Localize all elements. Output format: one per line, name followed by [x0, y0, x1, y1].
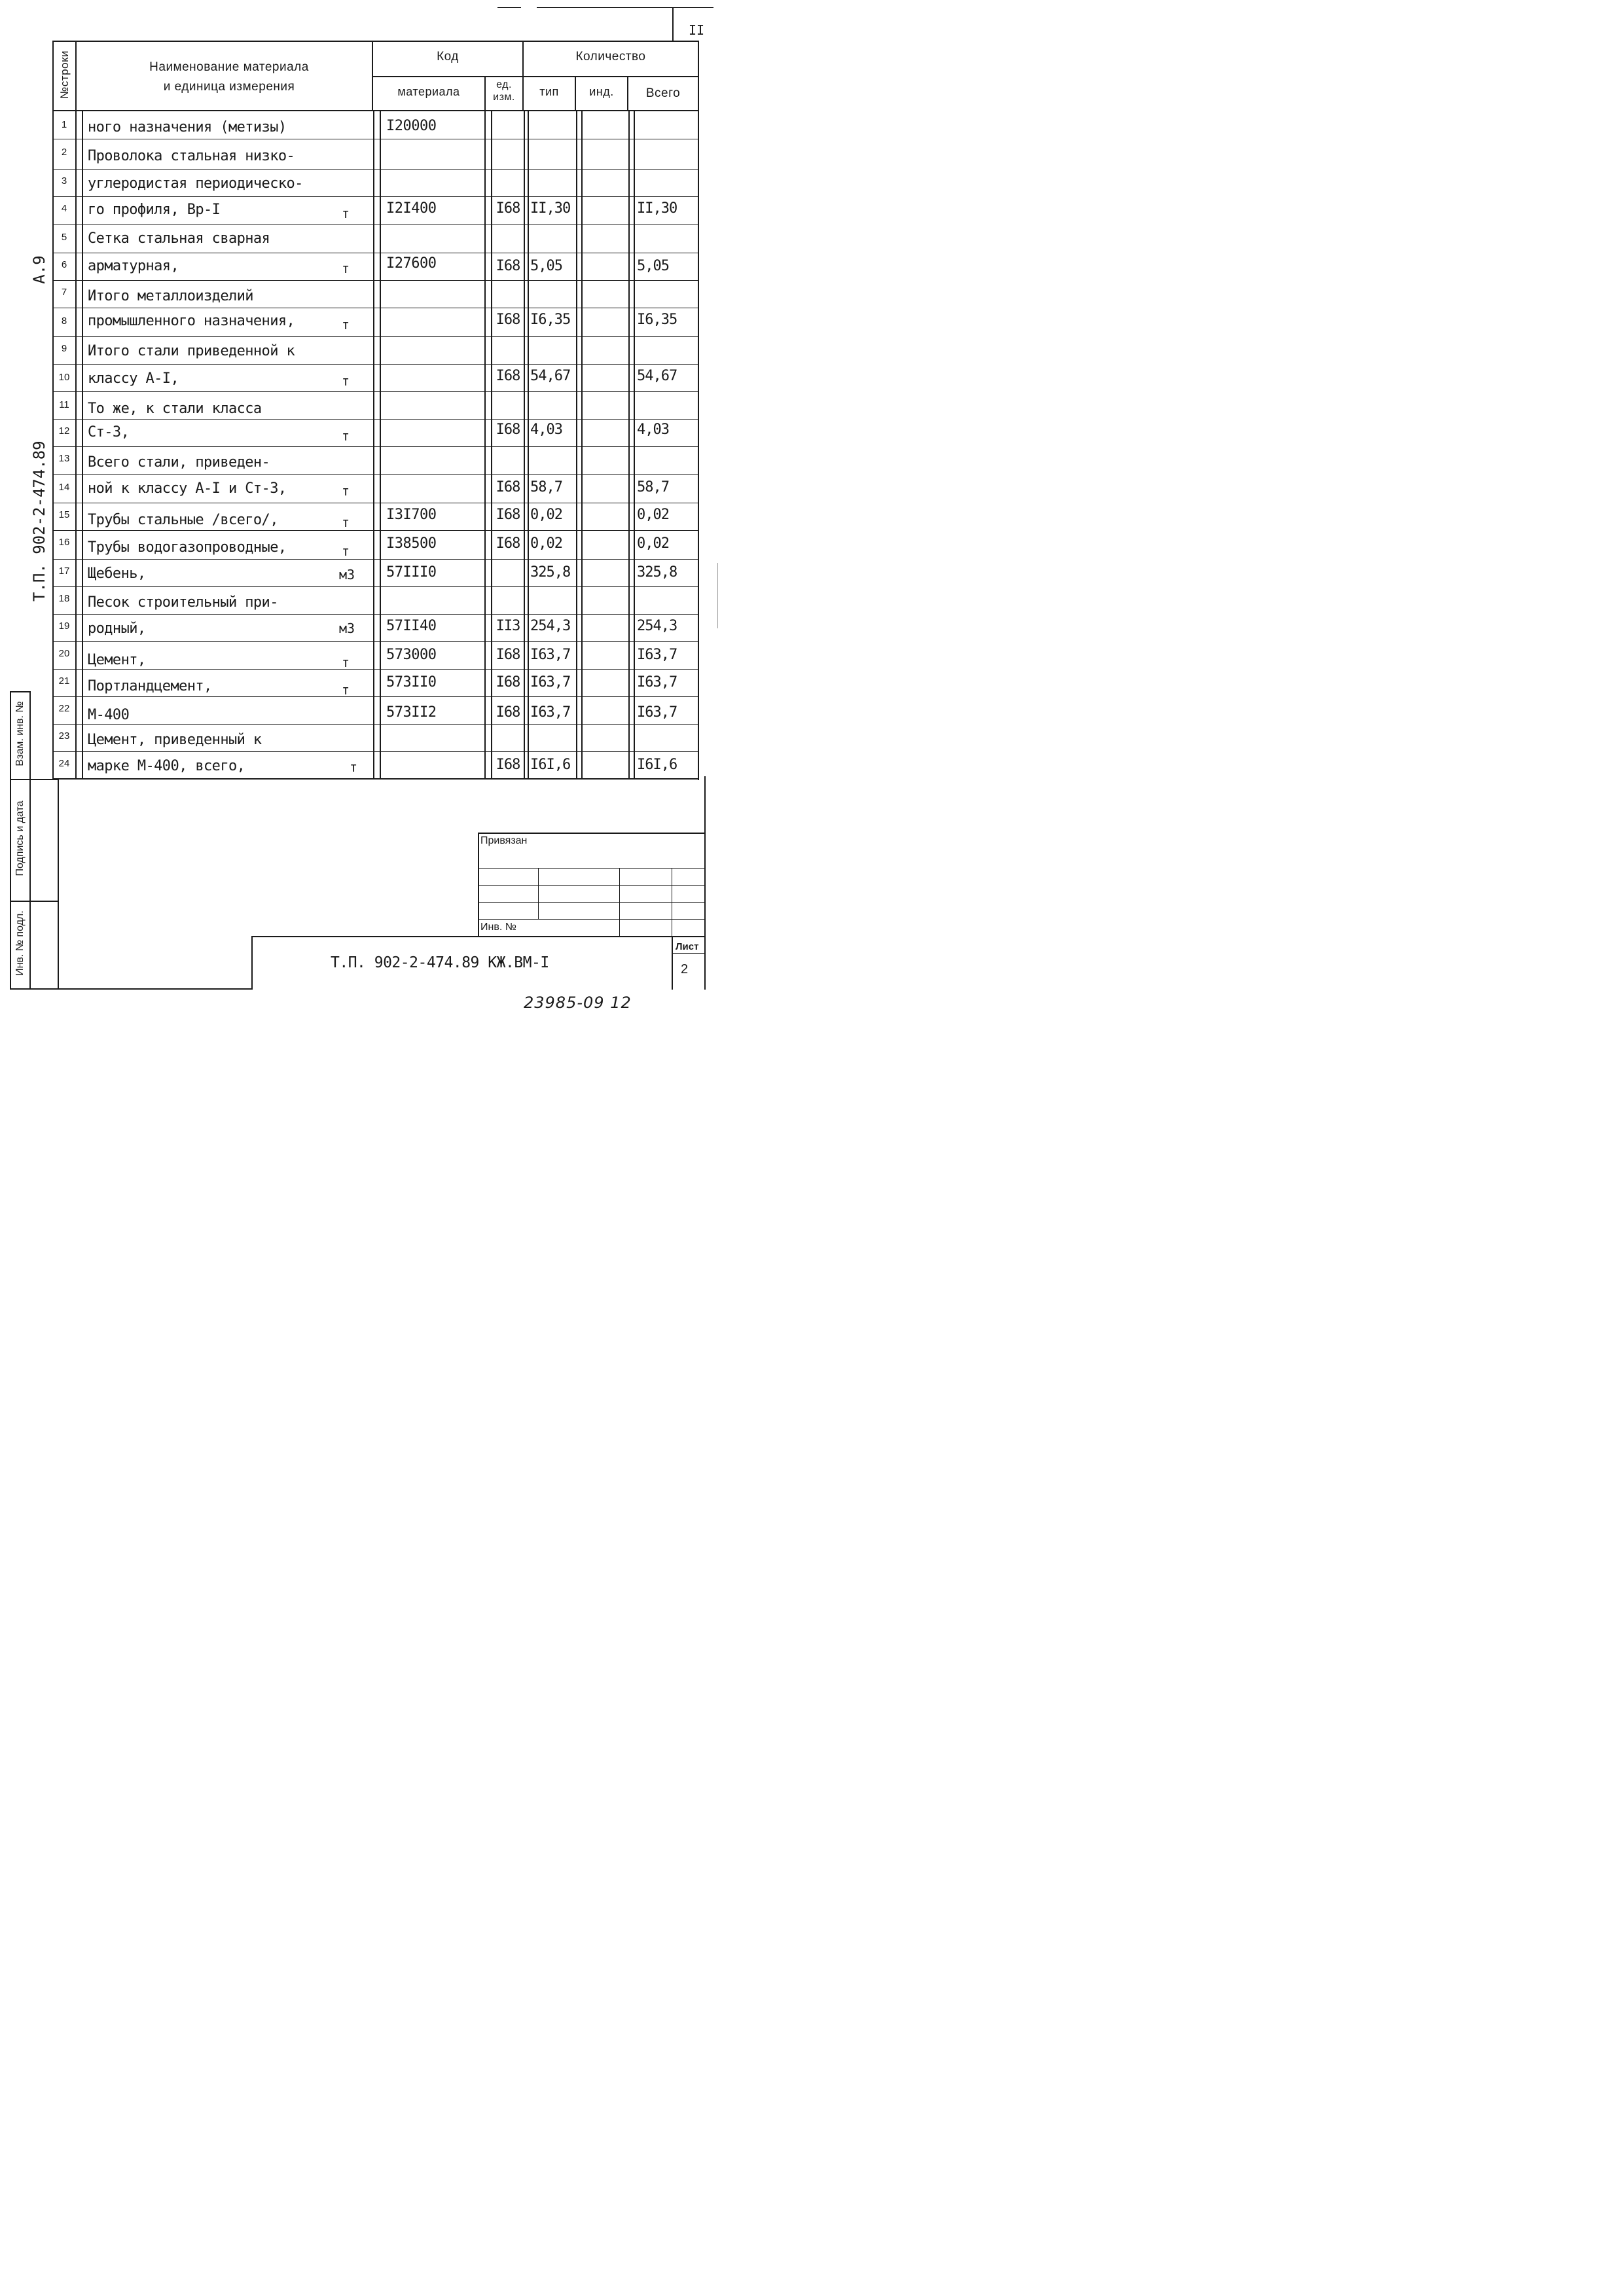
- row-code: 573II2: [386, 704, 437, 721]
- stamp-sheet-number: 2: [681, 962, 689, 977]
- row-total-qty: 5,05: [637, 258, 669, 274]
- row-number: 9: [61, 343, 67, 354]
- row-number: 8: [61, 315, 67, 327]
- row-code: I20000: [386, 118, 437, 134]
- row-number: 11: [59, 399, 69, 410]
- row-name: го профиля, Вр-I: [88, 202, 221, 218]
- side-label-replaced-inv: Взам. инв. №: [14, 701, 26, 766]
- row-name: углеродистая периодическо-: [88, 175, 303, 192]
- row-unit: м3: [339, 620, 355, 636]
- row-number: 16: [58, 537, 70, 548]
- row-total-qty: 58,7: [637, 479, 669, 495]
- row-unit-code: I68: [496, 535, 520, 552]
- row-code: 57III0: [386, 564, 437, 581]
- row-type-qty: I63,7: [530, 704, 571, 721]
- row-name: ного назначения (метизы): [88, 119, 287, 135]
- margin-section-label: А.9: [30, 255, 48, 284]
- row-unit-code: I68: [496, 312, 520, 328]
- row-number: 17: [58, 565, 70, 577]
- row-type-qty: 325,8: [530, 564, 571, 581]
- corner-box-left: [672, 7, 674, 42]
- row-unit-code: I68: [496, 368, 520, 384]
- row-name: То же, к стали класса: [88, 401, 262, 417]
- row-unit-code: I68: [496, 704, 520, 721]
- row-number: 3: [61, 175, 67, 187]
- row-number: 18: [58, 593, 70, 604]
- row-unit-code: I68: [496, 757, 520, 773]
- row-unit: т: [342, 428, 350, 444]
- row-name: Песок строительный при-: [88, 594, 278, 611]
- row-unit-code: I68: [496, 674, 520, 691]
- stamp-bound-label: Привязан: [480, 835, 528, 846]
- row-total-qty: II,30: [637, 200, 677, 217]
- row-unit: т: [342, 206, 350, 221]
- side-label-original-inv: Инв. № подл.: [14, 910, 26, 976]
- row-number: 13: [58, 453, 70, 464]
- sheet-corner-number: II: [689, 22, 705, 38]
- row-unit: т: [342, 682, 350, 698]
- header-quantity: Количество: [575, 50, 646, 63]
- row-name: Сетка стальная сварная: [88, 230, 270, 247]
- row-type-qty: II,30: [530, 200, 571, 217]
- row-number: 12: [58, 425, 70, 437]
- row-name: марке М-400, всего,: [88, 758, 245, 774]
- row-number: 7: [61, 287, 67, 298]
- row-unit: т: [342, 514, 350, 530]
- row-total-qty: I63,7: [637, 674, 677, 691]
- row-type-qty: 58,7: [530, 479, 562, 495]
- row-name: классу А-I,: [88, 370, 179, 387]
- row-total-qty: I63,7: [637, 704, 677, 721]
- row-name: М-400: [88, 707, 130, 723]
- row-number: 22: [58, 703, 70, 714]
- row-type-qty: I63,7: [530, 674, 571, 691]
- row-type-qty: 54,67: [530, 368, 571, 384]
- header-unit: ед. изм.: [493, 79, 515, 103]
- row-number: 14: [58, 482, 70, 493]
- scan-artifact: [717, 563, 718, 628]
- row-name: Щебень,: [88, 565, 146, 582]
- row-code: I27600: [386, 255, 437, 272]
- header-code-material: материала: [397, 85, 460, 98]
- row-name: Трубы водогазопроводные,: [88, 539, 287, 556]
- row-unit-code: I68: [496, 200, 520, 217]
- row-code: 573II0: [386, 674, 437, 691]
- row-number: 2: [61, 147, 67, 158]
- row-type-qty: 4,03: [530, 422, 562, 438]
- row-unit-code: II3: [496, 618, 520, 634]
- side-label-signature-date: Подпись и дата: [14, 800, 26, 876]
- row-type-qty: 5,05: [530, 258, 562, 274]
- header-code: Код: [437, 50, 459, 63]
- row-total-qty: 0,02: [637, 507, 669, 523]
- row-name: Трубы стальные /всего/,: [88, 512, 278, 528]
- row-type-qty: 254,3: [530, 618, 571, 634]
- row-total-qty: I6I,6: [637, 757, 677, 773]
- row-name: Цемент, приведенный к: [88, 732, 262, 748]
- row-name: Проволока стальная низко-: [88, 148, 295, 164]
- row-unit: т: [342, 317, 350, 332]
- row-total-qty: I6,35: [637, 312, 677, 328]
- row-total-qty: 54,67: [637, 368, 677, 384]
- row-unit-code: I68: [496, 479, 520, 495]
- row-name: Ст-3,: [88, 424, 130, 440]
- row-code: I3I700: [386, 507, 437, 523]
- handwritten-archive-number: 23985-09 12: [524, 994, 632, 1012]
- row-number: 1: [61, 119, 67, 130]
- row-unit-code: I68: [496, 647, 520, 663]
- row-number: 24: [58, 758, 70, 769]
- row-number: 4: [61, 203, 67, 214]
- row-name: Портландцемент,: [88, 678, 212, 694]
- row-unit-code: I68: [496, 507, 520, 523]
- row-name: Итого стали приведенной к: [88, 343, 295, 359]
- row-number: 21: [58, 675, 70, 687]
- row-unit-code: I68: [496, 258, 520, 274]
- row-name: ной к классу А-I и Ст-3,: [88, 480, 287, 497]
- row-total-qty: 325,8: [637, 564, 677, 581]
- row-number: 10: [58, 372, 70, 383]
- row-unit: т: [342, 655, 350, 670]
- row-total-qty: 254,3: [637, 618, 677, 634]
- row-number: 19: [58, 620, 70, 632]
- row-name: Всего стали, приведен-: [88, 454, 270, 471]
- row-name: арматурная,: [88, 258, 179, 274]
- row-name: родный,: [88, 620, 146, 637]
- row-number: 20: [58, 648, 70, 659]
- header-material-name: Наименование материала и единица измерения: [149, 60, 309, 94]
- row-code: I2I400: [386, 200, 437, 217]
- stamp-sheet-label: Лист: [676, 941, 699, 952]
- row-number: 23: [58, 730, 70, 742]
- row-total-qty: I63,7: [637, 647, 677, 663]
- row-unit: м3: [339, 567, 355, 583]
- row-name: промышленного назначения,: [88, 313, 295, 329]
- row-code: 573000: [386, 647, 437, 663]
- row-unit: т: [342, 373, 350, 389]
- header-total: Всего: [645, 86, 681, 100]
- row-name: Цемент,: [88, 652, 146, 668]
- row-unit-code: I68: [496, 422, 520, 438]
- margin-doc-code: Т.П. 902-2-474.89: [30, 440, 48, 601]
- header-individual: инд.: [589, 85, 614, 98]
- row-type-qty: 0,02: [530, 535, 562, 552]
- stamp-inventory-label: Инв. №: [480, 922, 516, 933]
- row-code: 57II40: [386, 618, 437, 634]
- row-unit: т: [350, 759, 358, 775]
- row-unit: т: [342, 260, 350, 276]
- row-type-qty: I6,35: [530, 312, 571, 328]
- row-number: 5: [61, 232, 67, 243]
- row-number: 6: [61, 259, 67, 270]
- row-number: 15: [58, 509, 70, 520]
- scan-mark: [497, 7, 521, 8]
- header-row-number: №строки: [58, 50, 71, 99]
- row-name: Итого металлоизделий: [88, 288, 253, 304]
- corner-box-top: [537, 7, 713, 8]
- header-type: тип: [539, 85, 559, 98]
- row-unit: т: [342, 483, 350, 499]
- row-type-qty: I6I,6: [530, 757, 571, 773]
- row-type-qty: 0,02: [530, 507, 562, 523]
- row-unit: т: [342, 543, 350, 559]
- row-total-qty: 0,02: [637, 535, 669, 552]
- row-total-qty: 4,03: [637, 422, 669, 438]
- row-type-qty: I63,7: [530, 647, 571, 663]
- row-code: I38500: [386, 535, 437, 552]
- stamp-document-code: Т.П. 902-2-474.89 КЖ.ВМ-I: [331, 954, 549, 971]
